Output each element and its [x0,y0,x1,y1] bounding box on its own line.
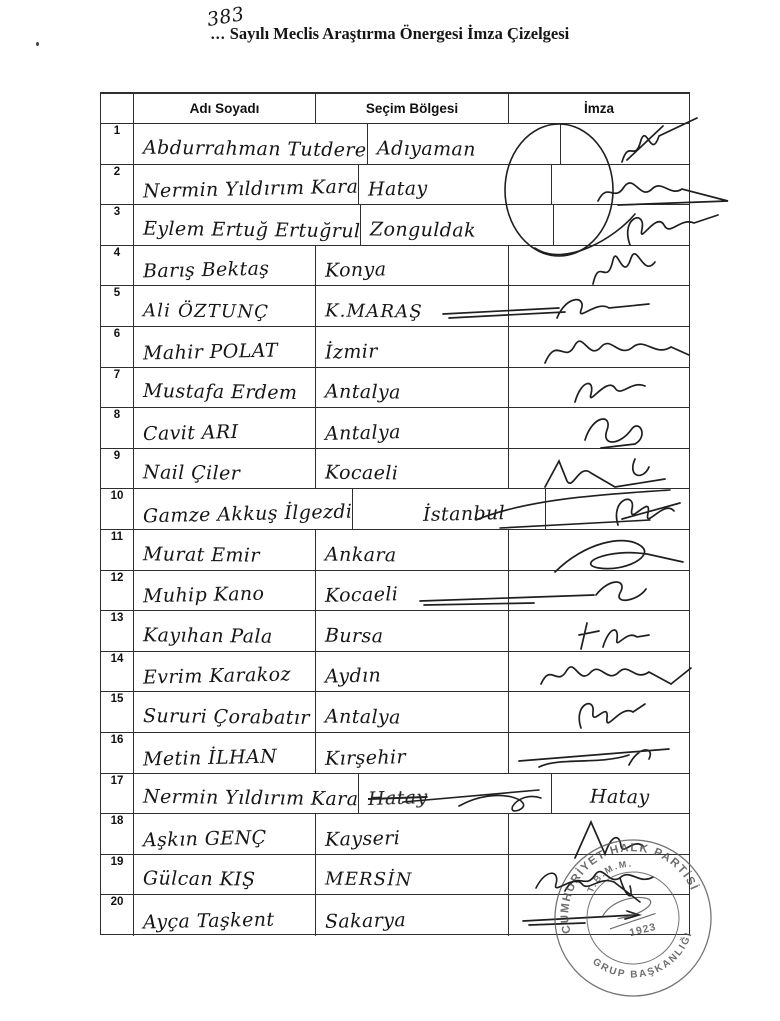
row-number: 8 [113,409,121,422]
table-row [101,124,689,165]
row-number: 19 [110,855,124,868]
signature-cell [509,368,689,409]
table-row [101,408,689,449]
name-cell: Abdurrahman Tutdere [142,136,367,161]
signature-cell [509,408,689,449]
district-cell: Kocaeli [324,583,399,607]
table-row [101,368,689,409]
district-cell: İzmir [324,339,378,364]
row-number: 7 [113,368,121,381]
name-cell: Ayça Taşkent [142,908,275,934]
district-cell: Antalya [324,420,402,445]
signature-scribble [515,410,715,450]
table-row [101,611,689,652]
name-cell: Mahir POLAT [142,339,279,365]
signature-cell [509,530,689,571]
signature-cell [509,692,689,733]
signature-cell [509,449,689,490]
district-cell: Aydın [324,664,382,688]
table-row [101,449,689,490]
header-signature: İmza [509,94,689,124]
district-cell: Bursa [324,624,384,648]
table-row [101,733,689,774]
row-number: 4 [113,246,121,259]
signature-cell [509,652,689,693]
signature-cell [509,611,689,652]
district-cell: Kocaeli [324,461,399,485]
name-cell: Ali ÖZTUNÇ [142,300,270,323]
row-number: 5 [113,287,121,300]
district-cell: Zonguldak [370,218,477,242]
signature-cell [509,246,689,287]
title-dots: ... [210,26,226,43]
table-row [101,489,689,530]
table-row [101,652,689,693]
name-cell: Eylem Ertuğ Ertuğrul [142,217,361,243]
name-cell: Barış Bektaş [142,257,270,283]
stamp-tbmm-text: T.B.M.M. [585,858,634,895]
signature-cell [554,205,689,246]
name-cell: Nail Çiler [142,461,241,485]
signature-cell [509,733,689,774]
table-row [101,692,689,733]
name-cell: Metin İLHAN [142,744,278,771]
row-number: 20 [110,896,124,909]
signature-scribble [515,329,715,369]
row-number: 3 [113,206,121,219]
row-number: 1 [113,125,121,137]
name-cell: Cavit ARI [142,420,239,445]
row-number: 15 [110,693,124,706]
table-row [101,327,689,368]
header-name: Adı Soyadı [134,94,316,124]
signature-cell [509,571,689,612]
title-text: Sayılı Meclis Araştırma Önergesi İmza Çizelgesi [229,24,570,43]
name-cell: Evrim Karakoz [142,663,292,689]
district-cell: Sakarya [324,908,407,933]
name-cell: Nermin Yıldırım Kara [142,785,359,811]
district-cell: Antalya [324,380,401,404]
row-number: 9 [113,449,121,462]
header-number-cell [101,94,134,124]
name-cell: Murat Emir [142,542,260,567]
district-cell: Kayseri [324,826,401,851]
signature-scribble [560,207,760,247]
name-cell: Kayıhan Pala [142,623,273,648]
district-cell: K.MARAŞ [324,300,424,323]
svg-text:T.B.M.M. [580,856,639,896]
name-cell: Nermin Yıldırım Kara [142,175,359,203]
district-cell-struck: Hatay [359,774,552,815]
row-number: 14 [110,652,124,665]
signature-scribble [439,288,699,328]
name-cell: Gamze Akkuş İlgezdi [142,500,353,528]
row-number: 17 [110,774,124,787]
signature-text: Hatay [590,785,651,809]
district-cell: Hatay [368,177,429,201]
signature-scribble [515,694,715,734]
signature-cell [509,327,689,368]
table-row [101,165,689,206]
signature-scribble [558,167,758,207]
signature-scribble [552,491,752,531]
signature-scribble [567,126,767,166]
signature-scribble [515,248,715,288]
row-number: 13 [110,612,124,625]
signature-scribble [414,573,694,613]
district-cell: İstanbul [423,502,506,526]
name-cell: Aşkın GENÇ [142,826,267,852]
row-number: 16 [110,733,124,746]
district-cell: MERSİN [324,868,413,891]
signature-scribble [515,613,715,653]
row-number: 11 [110,530,124,543]
header-district: Seçim Bölgesi [316,94,509,124]
table-row [101,530,689,571]
name-cell: Mustafa Erdem [142,380,298,405]
table-row [101,205,689,246]
name-cell: Gülcan KIŞ [142,867,256,891]
stamp-org-text: CUMHURİYET HALK PARTİSİ [559,842,701,935]
signature-cell [552,774,689,815]
name-cell: Sururi Çorabatır [142,704,310,729]
table-row [101,571,689,612]
row-number: 12 [110,571,124,584]
row-number: 10 [110,490,124,503]
row-number: 18 [110,815,124,828]
district-cell: Kırşehir [324,745,407,770]
table-row [101,774,689,815]
signature-cell [561,124,689,165]
signature-scribble [515,370,715,410]
district-cell: Adıyaman [376,136,476,161]
district-cell: Ankara [324,543,397,566]
signature-table [100,92,690,935]
stamp-bottom-text: GRUP BAŞKANLIĞI [590,929,695,981]
table-row [101,246,689,287]
table-row [101,286,689,327]
name-cell: Muhip Kano [142,582,265,608]
row-number: 6 [113,327,121,340]
page-title [0,2,780,44]
row-number: 2 [113,165,121,178]
table-header-row [101,94,689,124]
svg-text:GRUP BAŞKANLIĞI [588,928,703,992]
signature-scribble [515,654,735,694]
stamp-year: 1923 [628,920,658,940]
district-cell: Antalya [324,705,401,729]
district-cell: Konya [324,258,387,283]
signature-cell [546,489,689,530]
signature-scribble [479,735,719,775]
signature-cell [552,165,689,206]
signature-cell [509,286,689,327]
handwritten-number: 383 [205,2,246,32]
signature-scribble [515,451,715,491]
